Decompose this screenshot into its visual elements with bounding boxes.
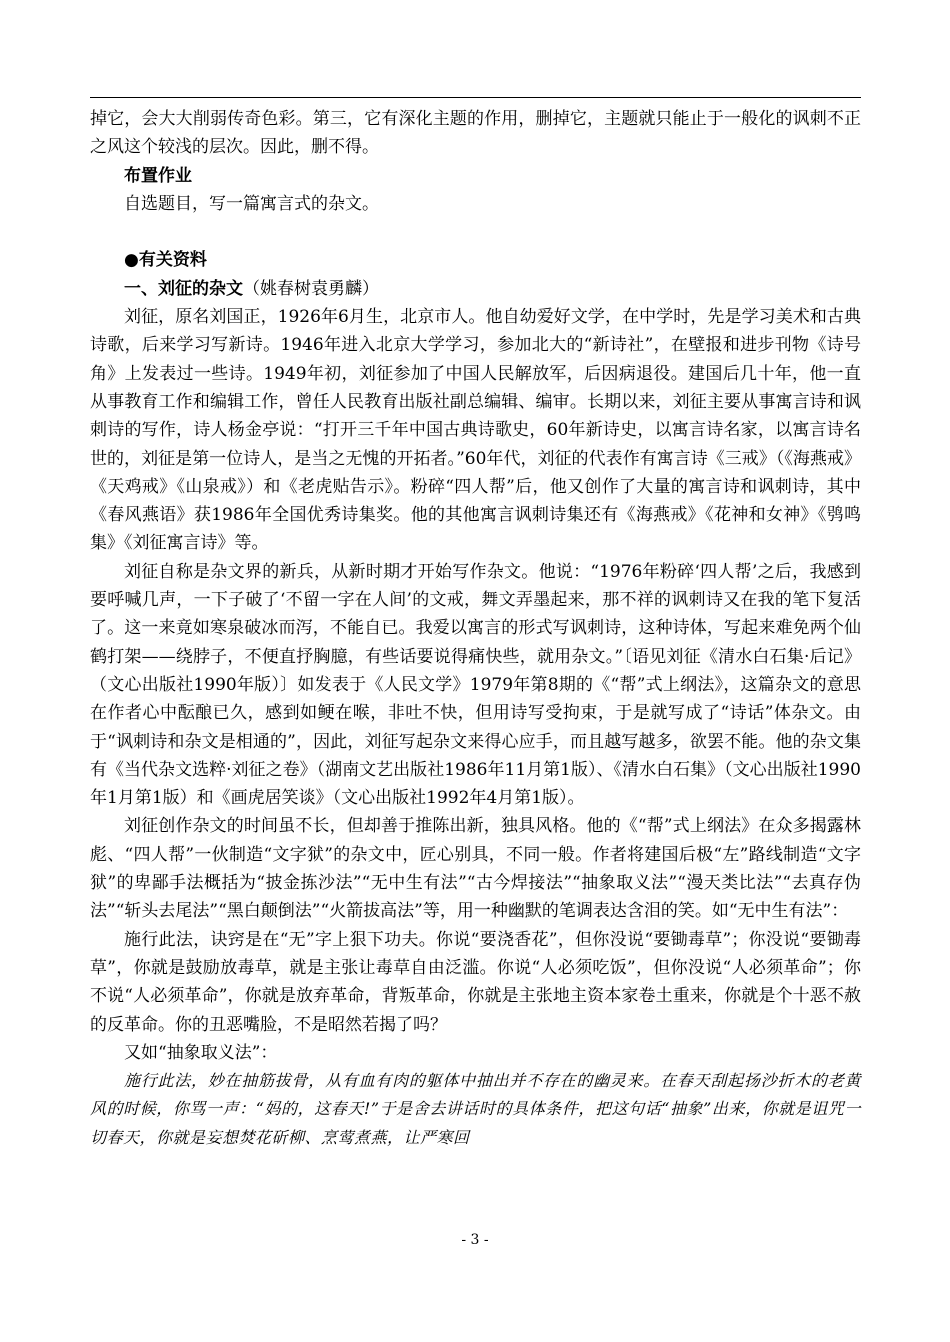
- paragraph-5: 又如“抽象取义法”：: [124, 1042, 278, 1063]
- paragraph-1: 刘征，原名刘国正，1926年6月生，北京市人。他自幼爱好文学，在中学时，先是学习美术和古典诗歌，后来学习写新诗。1946年进入北京大学学习，参加北大的“新诗社”，在壁报和进步刊物《诗号角》上发表过一些诗。1949年初，刘征参加了中国人民解放军，后因病退役。建国后几十年，他一直从事教育工作和编辑工作，曾任人民教育出版社副总编辑、编审。长期以来，刘征主要从事寓言诗和讽刺诗的写作，诗人杨金亭说：“打开三千年中国古典诗歌史，60年新诗史，以寓言诗名家，以寓言诗名世的，刘征是第一位诗人，是当之无愧的开拓者。”60年代，刘征的代表作有寓言诗《三戒》（《海燕戒》《天鸡戒》《山泉戒》）和《老虎贴告示》。粉碎“四人帮”后，他又创作了大量的寓言诗和讽刺诗，其中《春风燕语》获1986年全国优秀诗集奖。他的其他寓言讽刺诗集还有《海燕戒》《花神和女神》《鸮鸣集》《刘征寓言诗》等。: [90, 307, 861, 554]
- section-title: [90, 275, 861, 303]
- page-number: - 3 -: [461, 1232, 489, 1248]
- paragraph-4: 施行此法，诀窍是在“无”字上狠下功夫。你说“要浇香花”，但你没说“要锄毒草”；你没说“要锄毒草”，你就是鼓励放毒草，就是主张让毒草自由泛滥。你说“人必须吃饭”，但你没说“人必须革命”；你不说“人必须革命”，你就是放弃革命，背叛革命，你就是主张地主资本家卷土重来，你就是个十恶不赦的反革命。你的丑恶嘴脸，不是昭然若揭了吗？: [90, 929, 861, 1035]
- section-title-text: 一、刘征的杂文: [124, 278, 243, 299]
- spacer: [90, 218, 861, 246]
- materials-heading: ●有关资料: [124, 250, 207, 271]
- paragraph-3: 刘征创作杂文的时间虽不长，但却善于推陈出新，独具风格。他的《“帮”式上纲法》在众多揭露林彪、“四人帮”一伙制造“文字狱”的杂文中，匠心别具，不同一般。作者将建国后极“左”路线制造“文字狱”的卑鄙手法概括为“披金拣沙法”“无中生有法”“古今焊接法”“抽象取义法”“漫天类比法”“去真存伪法”“斩头去尾法”“黑白颠倒法”“火箭拔高法”等，用一种幽默的笔调表达含泪的笑。如“无中生有法”：: [90, 816, 861, 922]
- continued-paragraph: 掉它，会大大削弱传奇色彩。第三，它有深化主题的作用，删掉它，主题就只能止于一般化的讽刺不正之风这个较浅的层次。因此，删不得。: [90, 109, 861, 158]
- block-quote: 施行此法，妙在抽筋拔骨，从有血有肉的躯体中抽出并不存在的幽灵来。在春天刮起扬沙折木的老黄风的时候，你骂一声：“妈的，这春天!”于是舍去讲话时的具体条件，把这句话“抽象”出来，你就是诅咒一切春天，你就是妄想焚花斫柳、烹莺煮燕，让严寒回: [90, 1071, 861, 1147]
- page-body: [90, 105, 861, 1152]
- section-authors: （姚春树袁勇麟）: [243, 278, 379, 299]
- assignment-heading: 布置作业: [124, 165, 192, 186]
- paragraph-2: 刘征自称是杂文界的新兵，从新时期才开始写作杂文。他说：“1976年粉碎‘四人帮’之后，我感到要呼喊几声，一下子破了‘不留一字在人间’的文戒，舞文弄墨起来，那不祥的讽刺诗又在我的笔下复活了。这一来竟如寒泉破冰而泻，不能自已。我爱以寓言的形式写讽刺诗，这种诗体，写起来难免两个仙鹤打架——绕脖子，不便直抒胸臆，有些话要说得痛快些，就用杂文。”〔语见刘征《清水白石集·后记》（文心出版社1990年版）〕如发表于《人民文学》1979年第8期的《“帮”式上纲法》，这篇杂文的意思在作者心中酝酿已久，感到如鲠在喉，非吐不快，但用诗写受拘束，于是就写成了“诗话”体杂文。由于“讽刺诗和杂文是相通的”，因此，刘征写起杂文来得心应手，而且越写越多，欲罢不能。他的杂文集有《当代杂文选粹·刘征之卷》（湖南文艺出版社1986年11月第1版）、《清水白石集》（文心出版社1990年1月第1版）和《画虎居笑谈》（文心出版社1992年4月第1版）。: [90, 561, 861, 809]
- assignment-text: 自选题目，写一篇寓言式的杂文。: [124, 193, 379, 214]
- header-rule: [90, 97, 861, 98]
